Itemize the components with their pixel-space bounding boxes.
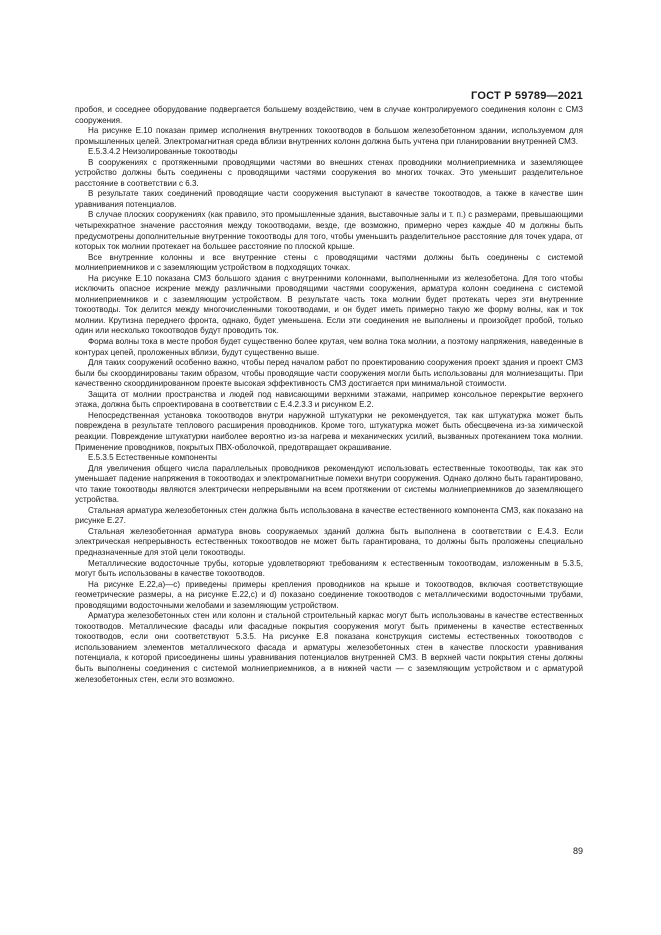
paragraph: Арматура железобетонных стен или колонн и стальной строительный каркас могут быть использованы в качестве естественных токоотводов. Металлические фасады или фасадные покрытия сооружения могут быть применены в качестве естественных токоотводов, если они соответствуют 5.3.5. На рисунке Е.8 показана конструкция системы естественных токоотводов с использованием элементов металлического фасада и арматуры железобетонных стен в качестве плоскости уравнивания потенциала, к которой присоединены шины уравнивания потенциалов внутренней СМЗ. В верхней части покрытия стены должны быть выполнены соединения с системой молниеприемников, а в нижней части — с заземляющим устройством и с арматурой железобетонных стен, если это возможно.	[75, 611, 583, 684]
paragraph: На рисунке Е.10 показана СМЗ большого здания с внутренними колоннами, выполненными из железобетона. Для того чтобы исключить опасное искрение между различными проводящими частями сооружения, арматура колонн соединена с системой молниеприемников и с заземляющим устройством. В результате часть тока молнии будет протекать через эти внутренние токоотводы. Ток делится между многочисленными токоотводами, и он будет иметь примерно такую же форму волны, как и ток молнии. Крутизна переднего фронта, однако, будет уменьшена. Если эти соединения не выполнены и произойдет пробой, только один или несколько токоотводов будут проводить ток.	[75, 273, 583, 336]
paragraph: Форма волны тока в месте пробоя будет существенно более крутая, чем волна тока молнии, а поэтому напряжения, наведенные в контурах цепей, проложенных вблизи, будут существенно выше.	[75, 337, 583, 357]
section-heading: Е.5.3.4.2 Неизолированные токоотводы	[88, 147, 238, 157]
paragraph: Для увеличения общего числа параллельных проводников рекомендуют использовать естественные токоотводы, так как это уменьшает падение напряжения в токоотводах и электромагнитные помехи внутри сооружения. Однако должно быть гарантировано, что такие токоотводы являются электрически непрерывными на всем протяжении от системы молниеприемников до заземляющего устройства.	[75, 463, 583, 505]
paragraph: Все внутренние колонны и все внутренние стены с проводящими частями должны быть соединены с системой молниеприемников и с заземляющим устройством в подходящих точках.	[75, 252, 583, 273]
standard-header: ГОСТ Р 59789—2021	[471, 90, 583, 102]
paragraph: Защита от молнии пространства и людей под нависающими верхними этажами, например консольное перекрытие верхнего этажа, должна быть спроектирована в соответствии с Е.4.2.3.3 и рисунком Е.2.	[75, 389, 583, 410]
section-heading: Е.5.3.5 Естественные компоненты	[88, 453, 217, 463]
paragraph: Металлические водосточные трубы, которые удовлетворяют требованиям к естественным токоотводам, изложенным в 5.3.5, могут быть использованы в качестве токоотводов.	[75, 558, 583, 579]
paragraph: Стальная арматура железобетонных стен должна быть использована в качестве естественного компонента СМЗ, как показано на рисунке Е.27.	[75, 505, 583, 526]
document-body	[75, 105, 583, 685]
page-number: 89	[572, 846, 583, 856]
paragraph: На рисунке Е.10 показан пример исполнения внутренних токоотводов в большом железобетонном здании, используемом для промышленных целей. Электромагнитная среда вблизи внутренних колонн должна быть учтена при планировании внутренней СМЗ.	[75, 126, 583, 146]
paragraph: В сооружениях с протяженными проводящими частями во внешних стенах проводники молниеприемника и заземляющее устройство должны быть соединены с проводящими частями сооружения во многих точках. Это уменьшит разделительное расстояние в соответствии с 6.3.	[75, 157, 583, 188]
paragraph: пробоя, и соседнее оборудование подвергается большему воздействию, чем в случае контролируемого соединения колонн с СМЗ сооружения.	[75, 105, 583, 125]
paragraph: Стальная железобетонная арматура вновь сооружаемых зданий должна быть выполнена в соответствии с Е.4.3. Если электрическая непрерывность естественных токоотводов не может быть гарантирована, то должны быть проложены специально предназначенные для этой цели токоотводы.	[75, 526, 583, 557]
paragraph: Для таких сооружений особенно важно, чтобы перед началом работ по проектированию сооружения проект здания и проект СМЗ были бы скоординированы таким образом, чтобы проводящие части сооружения могли быть использованы для молниезащиты. При качественно скоординированном проекте высокая эффективность СМЗ достигается при минимальной стоимости.	[75, 358, 583, 389]
paragraph: В результате таких соединений проводящие части сооружения выступают в качестве токоотводов, а также в качестве шин уравнивания потенциалов.	[75, 189, 583, 209]
paragraph: В случае плоских сооружениях (как правило, это промышленные здания, выставочные залы и т. п.) с размерами, превышающими четырехкратное значение расстояния между токоотводами, везде, где возможно, примерно через каждые 40 м должны быть предусмотрены дополнительные внутренние токоотводы для того, чтобы уменьшить разделительное расстояние для точек удара, от которых ток молнии протекает на большее расстояние по плоской крыше.	[75, 210, 583, 252]
paragraph: На рисунке Е.22,а)—с) приведены примеры крепления проводников на крыше и токоотводов, включая соответствующие геометрические размеры, а на рисунке Е.22,с) и d) показано соединение токоотводов с металлическими водосточными трубами, проводящими водосточными желобами и заземляющим устройством.	[75, 579, 583, 610]
paragraph: Непосредственная установка токоотводов внутри наружной штукатурки не рекомендуется, так как штукатурка может быть повреждена в результате теплового расширения проводников. Кроме того, штукатурка может быть обесцвечена из-за химической реакции. Повреждение штукатурки наиболее вероятно из-за нагрева и механических усилий, вызванных протеканием тока молнии. Применение проводников, покрытых ПВХ-оболочкой, предотвращает окрашивание.	[75, 410, 583, 452]
